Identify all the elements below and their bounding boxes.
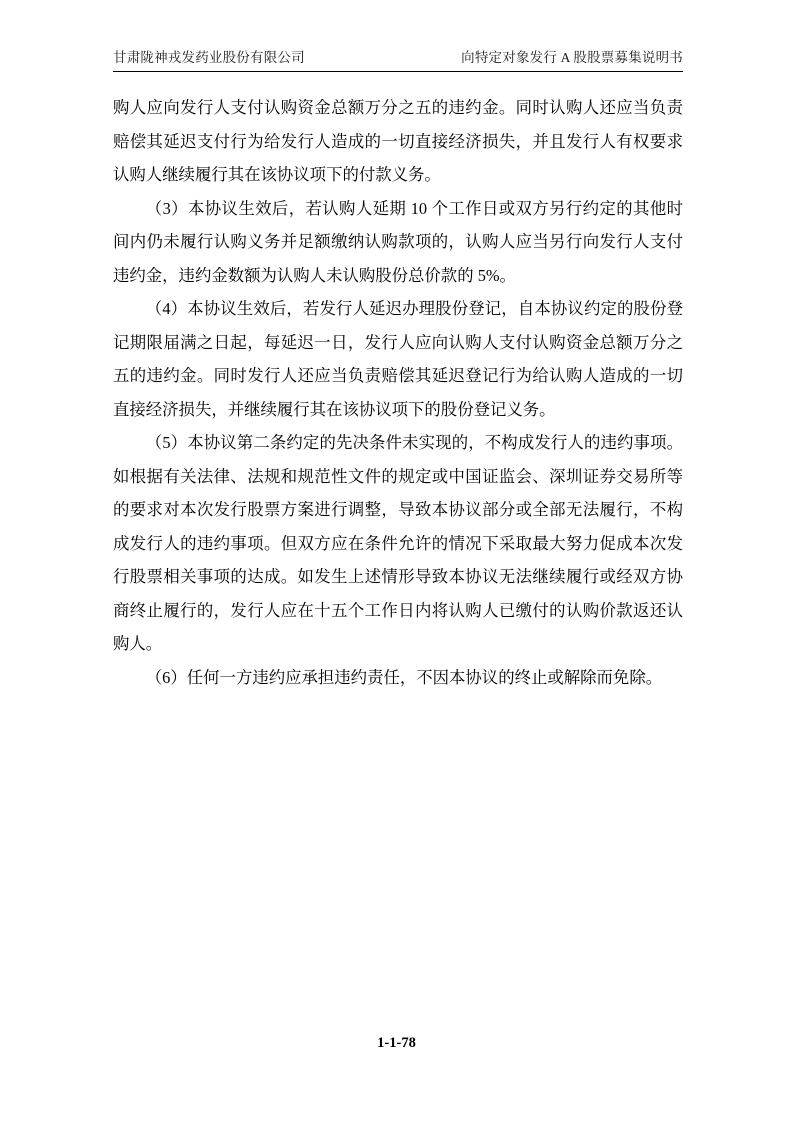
document-body: [113, 91, 683, 694]
paragraph-clause-6: （6）任何一方违约应承担违约责任，不因本协议的终止或解除而免除。: [145, 667, 663, 687]
header-company-name: 甘肃陇神戎发药业股份有限公司: [113, 50, 305, 65]
page-content: [113, 46, 683, 694]
paragraph-continuation: 购人应向发行人支付认购资金总额万分之五的违约金。同时认购人还应当负责赔偿其延迟支付行为给发行人造成的一切直接经济损失，并且发行人有权要求认购人继续履行其在该协议项下的付款义务。: [113, 98, 683, 184]
page-footer: [0, 1035, 793, 1052]
header-divider: [113, 71, 683, 72]
header-document-title: 向特定对象发行 A 股股票募集说明书: [461, 50, 683, 65]
page-header: [113, 46, 683, 71]
paragraph-clause-3: （3）本协议生效后，若认购人延期 10 个工作日或双方另行约定的其他时间内仍未履行认购义务并足额缴纳认购款项的，认购人应当另行向发行人支付违约金，违约金数额为认购人未认购股份总价款的 5%。: [113, 198, 683, 285]
page-number: 1-1-78: [377, 1035, 416, 1051]
paragraph-clause-4: （4）本协议生效后，若发行人延迟办理股份登记，自本协议约定的股份登记期限届满之日起，每延迟一日，发行人应向认购人支付认购资金总额万分之五的违约金。同时发行人还应当负责赔偿其延迟登记行为给认购人造成的一切直接经济损失，并继续履行其在该协议项下的股份登记义务。: [113, 299, 683, 419]
paragraph-clause-5: （5）本协议第二条约定的先决条件未实现的，不构成发行人的违约事项。如根据有关法律、法规和规范性文件的规定或中国证监会、深圳证券交易所等的要求对本次发行股票方案进行调整，导致本协议部分或全部无法履行，不构成发行人的违约事项。但双方应在条件允许的情况下采取最大努力促成本次发行股票相关事项的达成。如发生上述情形导致本协议无法继续履行或经双方协商终止履行的，发行人应在十五个工作日内将认购人已缴付的认购价款返还认购人。: [113, 433, 683, 653]
